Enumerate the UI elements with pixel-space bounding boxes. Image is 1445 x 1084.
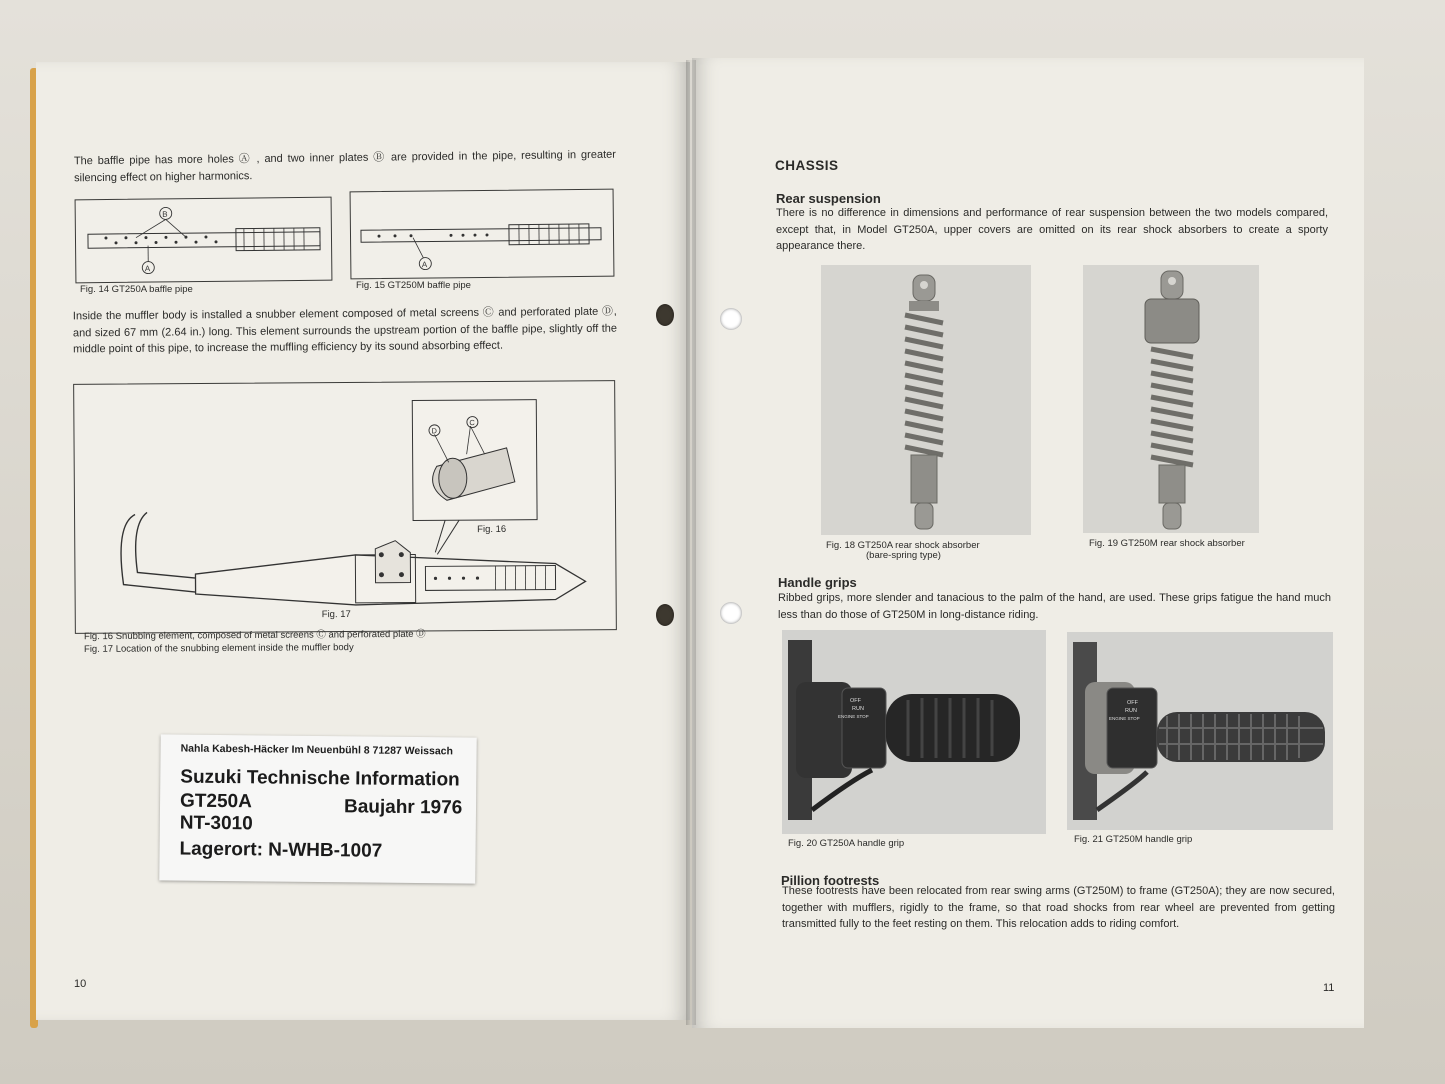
marker-a: A	[421, 260, 428, 270]
rear-suspension-text: There is no difference in dimensions and performance of rear suspension between the two models compared, except that, in Model GT250A, upper covers are omitted on its rear shock absorbers to create a sporty appearance there.	[776, 207, 1328, 252]
switch-run-label: RUN	[852, 706, 864, 712]
sticker-number: NT-3010	[179, 812, 253, 835]
sticker-location: Lagerort: N-WHB-1007	[179, 838, 383, 862]
right-page-number: 11	[1323, 982, 1335, 994]
inventory-sticker	[159, 734, 477, 883]
handle-grips-text: Ribbed grips, more slender and tanacious to the palm of the hand, are used. These grips fatigue the hand much less than do those of GT250M in long-distance riding.	[778, 592, 1331, 621]
fig17-label: Fig. 17	[321, 608, 351, 621]
ribbed-grip-illustration	[782, 630, 1046, 834]
fig18-rear-shock-photo	[821, 265, 1031, 535]
fig19-caption: Fig. 19 GT250M rear shock absorber	[1089, 538, 1245, 549]
fig21-handle-grip-photo	[1067, 632, 1333, 830]
rear-suspension-heading: Rear suspension	[776, 191, 881, 206]
switch-off-label: OFF	[850, 698, 861, 704]
baffle-pipe-m-illustration	[351, 190, 614, 279]
marker-b: B	[162, 209, 168, 219]
punch-hole	[720, 602, 742, 624]
sticker-address: Nahla Kabesh-Häcker Im Neuenbühl 8 71287 Weissach	[180, 742, 454, 758]
switch-engine-stop-label: ENGINE STOP	[1109, 716, 1140, 721]
fig19-rear-shock-photo	[1083, 265, 1259, 533]
book-gutter	[686, 60, 696, 1025]
sticker-model: GT250A	[179, 790, 252, 813]
switch-off-label: OFF	[1127, 700, 1138, 706]
marker-a: A	[144, 264, 151, 274]
fig15-caption: Fig. 15 GT250M baffle pipe	[356, 280, 471, 291]
sticker-year: Baujahr 1976	[343, 796, 463, 819]
fig18-caption: Fig. 18 GT250A rear shock absorber	[826, 540, 980, 551]
baffle-pipe-a-illustration	[76, 198, 332, 283]
marker-d: D	[431, 426, 437, 436]
punch-hole-shadow	[656, 304, 674, 326]
left-page-number: 10	[74, 978, 87, 990]
baffle-intro-text: The baffle pipe has more holes Ⓐ , and two inner plates Ⓑ are provided in the pipe, resulting in greater silencing effect on higher harmonics.	[73, 148, 616, 184]
punch-hole	[720, 308, 742, 330]
snubber-description-text: Inside the muffler body is installed a snubber element composed of metal screens Ⓒ and perforated plate Ⓓ, and sized 67 mm (2.64 in.) long. This element surrounds the upstream portion of the baffle pipe, slightly off the middle point of this pipe, to increase the muffling efficiency by its sound absorbing effect.	[72, 305, 618, 356]
pillion-footrests-heading: Pillion footrests	[781, 873, 880, 888]
fig21-caption: Fig. 21 GT250M handle grip	[1074, 834, 1193, 845]
fig16-caption: Fig. 16 Snubbing element, composed of metal screens Ⓒ and perforated plate Ⓓ	[83, 628, 426, 643]
bare-spring-shock-illustration	[821, 265, 1031, 535]
punch-hole-shadow	[656, 604, 674, 626]
handle-grips-heading: Handle grips	[778, 575, 857, 590]
fig17-caption: Fig. 17 Location of the snubbing element inside the muffler body	[83, 642, 354, 655]
fig14-baffle-pipe-drawing	[75, 197, 333, 284]
covered-shock-illustration	[1083, 265, 1259, 533]
fig16-label: Fig. 16	[477, 523, 507, 536]
fig17-muffler-drawing	[73, 380, 617, 634]
sticker-title: Suzuki Technische Information	[180, 766, 460, 791]
marker-c: C	[469, 418, 475, 428]
fig15-baffle-pipe-drawing	[350, 189, 615, 280]
fig18-subcaption: (bare-spring type)	[866, 550, 941, 561]
waffle-grip-illustration	[1067, 632, 1333, 830]
muffler-illustration	[74, 381, 616, 633]
switch-engine-stop-label: ENGINE STOP	[838, 714, 869, 719]
fig14-caption: Fig. 14 GT250A baffle pipe	[80, 284, 193, 295]
fig20-caption: Fig. 20 GT250A handle grip	[788, 838, 905, 849]
fig20-handle-grip-photo	[782, 630, 1046, 834]
pillion-footrests-text: These footrests have been relocated from rear swing arms (GT250M) to frame (GT250A); they are now secured, together with mufflers, rigidly to the frame, so that road shocks from rear wheel are prevented from getting transmitted fully to the feet resting on them. This relocation adds to riding comfort.	[782, 885, 1335, 930]
switch-run-label: RUN	[1125, 708, 1137, 714]
chassis-title: CHASSIS	[775, 158, 839, 173]
